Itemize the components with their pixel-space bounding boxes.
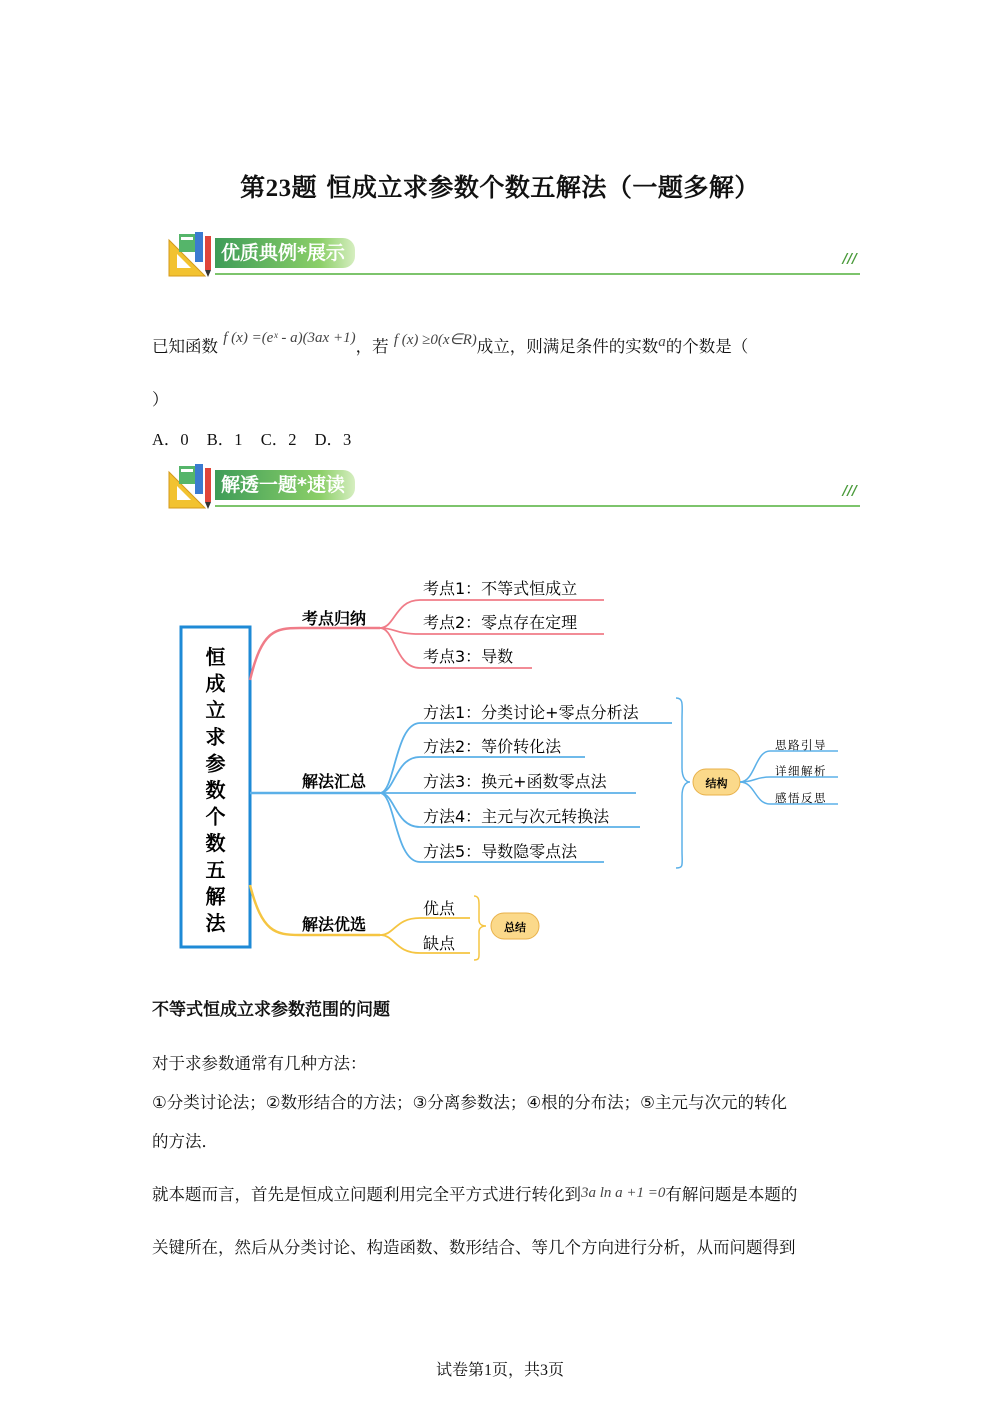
leaf-3-2: 缺点 bbox=[423, 934, 456, 953]
paragraph-2-line-1: ①分类讨论法；②数形结合的方法；③分离参数法；④根的分布法；⑤主元与次元的转化 bbox=[152, 1093, 787, 1112]
math-condition: f (x) ≥0(x∈R) bbox=[393, 332, 477, 348]
paragraph-2-line-2: 的方法． bbox=[152, 1132, 218, 1151]
option-a: A．0 bbox=[152, 430, 189, 449]
banner-slash: /// bbox=[842, 252, 857, 267]
branch-label-2: 解法汇总 bbox=[302, 772, 367, 791]
problem-text: 已知函数 f (x) =(eˣ - a)(3ax +1)，若 f (x) ≥0(x∈R)成立，则满足条件的实数a的个数是（ bbox=[152, 330, 749, 356]
branch-label-3: 解法优选 bbox=[302, 915, 367, 934]
section-heading: 不等式恒成立求参数范围的问题 bbox=[152, 1000, 390, 1020]
ruler-book-icon bbox=[165, 462, 221, 510]
math-var-a: a bbox=[658, 334, 666, 350]
answer-options bbox=[152, 426, 365, 450]
root-char: 解 bbox=[205, 884, 226, 909]
connector-branch-1 bbox=[250, 628, 380, 680]
root-char: 成 bbox=[205, 671, 226, 696]
banner-underline bbox=[215, 273, 860, 275]
option-c: C．2 bbox=[260, 430, 297, 449]
option-b: B．1 bbox=[206, 430, 243, 449]
leaf-1-1: 考点1：不等式恒成立 bbox=[423, 579, 578, 598]
summary-label: 总结 bbox=[504, 921, 526, 934]
leaf-2-4: 方法4：主元与次元转换法 bbox=[423, 807, 610, 826]
root-char: 立 bbox=[205, 698, 226, 723]
root-char: 求 bbox=[205, 724, 226, 749]
bracket-summary bbox=[474, 896, 486, 960]
banner-underline bbox=[215, 505, 860, 507]
leaf-1-3: 考点3：导数 bbox=[423, 647, 514, 666]
banner-label: 解透一题*速读 bbox=[215, 470, 355, 500]
section-banner-solution bbox=[165, 462, 860, 512]
structure-item-3: 感悟反思 bbox=[775, 791, 827, 805]
leaf-2-3: 方法3：换元+函数零点法 bbox=[423, 772, 607, 791]
structure-label: 结构 bbox=[705, 777, 728, 790]
paragraph-1: 对于求参数通常有几种方法： bbox=[152, 1054, 367, 1073]
section-banner-example bbox=[165, 230, 860, 280]
problem-close-paren: ） bbox=[152, 390, 169, 409]
root-char: 五 bbox=[205, 857, 226, 882]
leaf-2-5: 方法5：导数隐零点法 bbox=[423, 842, 578, 861]
math-function: f (x) =(eˣ - a)(3ax +1) bbox=[223, 330, 356, 346]
banner-slash: /// bbox=[842, 484, 857, 499]
page-footer: 试卷第1页，共3页 bbox=[435, 1360, 565, 1379]
bracket-structure bbox=[676, 698, 690, 868]
root-char: 个 bbox=[205, 804, 226, 829]
leaf-3-1: 优点 bbox=[423, 899, 456, 918]
page-title: 第23题 恒成立求参数个数五解法（一题多解） bbox=[240, 173, 760, 202]
branch-label-1: 考点归纳 bbox=[302, 609, 367, 628]
leaf-2-1: 方法1：分类讨论+零点分析法 bbox=[423, 703, 639, 722]
leaf-1-2: 考点2：零点存在定理 bbox=[423, 613, 578, 632]
leaf-2-2: 方法2：等价转化法 bbox=[423, 737, 562, 756]
banner-label: 优质典例*展示 bbox=[215, 238, 355, 268]
mind-map bbox=[0, 560, 1000, 970]
root-label bbox=[206, 645, 227, 935]
paragraph-3-line-1: 就本题而言，首先是恒成立问题利用完全平方式进行转化到3a ln a +1 =0有解问题是本题的 bbox=[152, 1185, 798, 1204]
ruler-book-icon bbox=[165, 230, 221, 278]
structure-item-1: 思路引导 bbox=[775, 738, 827, 752]
paragraph-3-line-2: 关键所在，然后从分类讨论、构造函数、数形结合、等几个方向进行分析，从而问题得到 bbox=[152, 1238, 796, 1257]
root-char: 法 bbox=[205, 911, 226, 935]
root-char: 数 bbox=[205, 778, 226, 802]
structure-item-2: 详细解析 bbox=[775, 764, 827, 778]
option-d: D．3 bbox=[314, 430, 352, 449]
math-equation: 3a ln a +1 =0 bbox=[581, 1185, 666, 1201]
root-char: 参 bbox=[205, 751, 226, 776]
root-char: 恒 bbox=[205, 645, 226, 669]
root-char: 数 bbox=[205, 831, 226, 856]
